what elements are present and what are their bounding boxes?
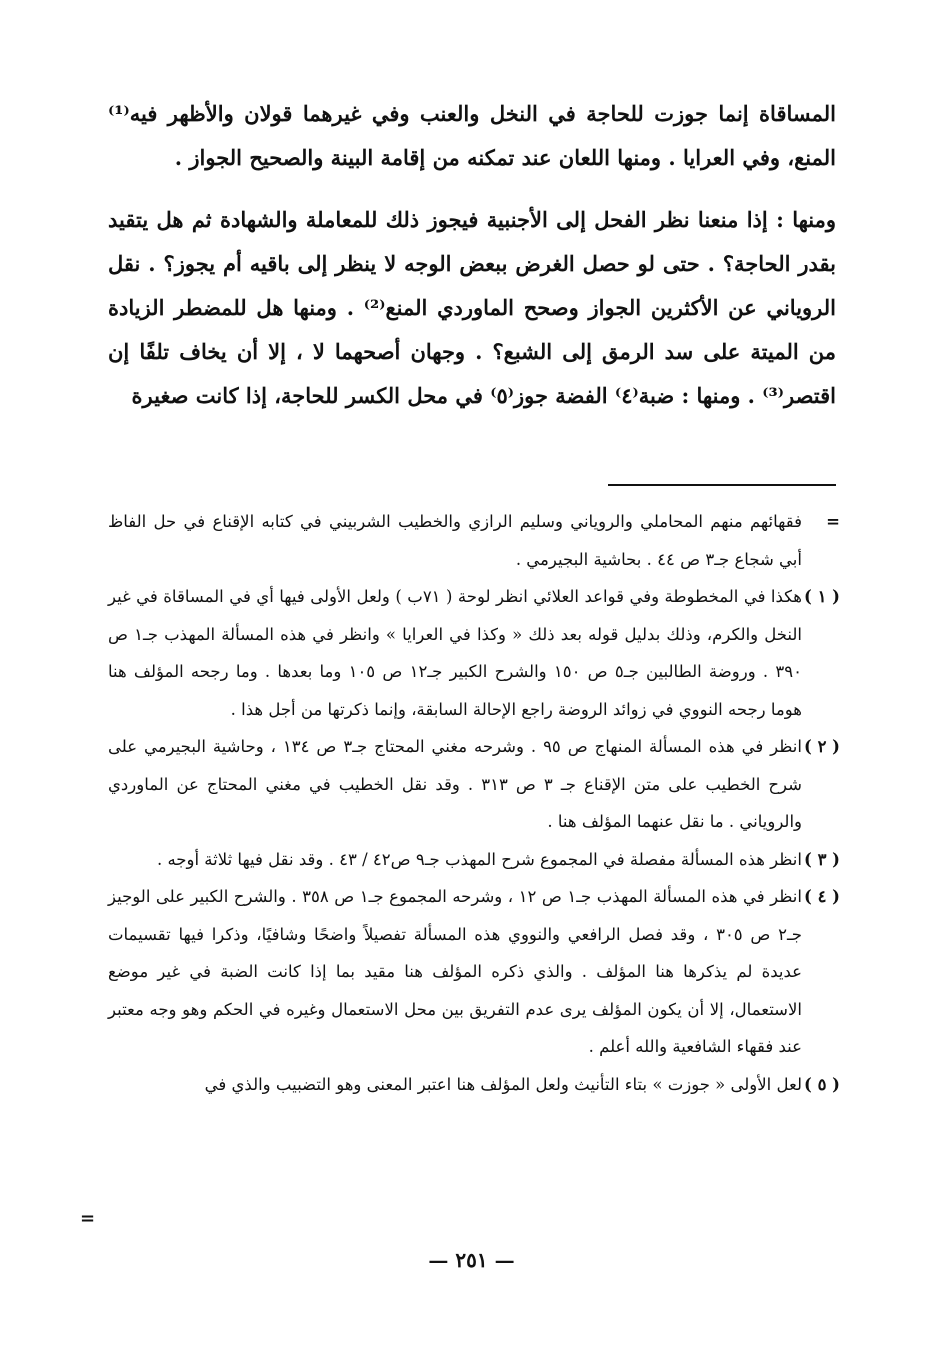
- continuation-marker: =: [826, 512, 840, 531]
- footnote-continuation: [108, 503, 840, 578]
- footnote-continuation-text: فقهائهم منهم المحاملي والروياني وسليم الرازي والخطيب الشربيني في كتابه الإقناع في حل الفاظ أبي شجاع جـ٣ ص ٤٤ . بحاشية البجيرمي .: [108, 512, 802, 569]
- footnote-1: [108, 578, 840, 728]
- footnote-3: [108, 841, 840, 879]
- main-paragraph-1: المساقاة إنما جوزت للحاجة في النخل والعنب وفي غيرهما قولان والأظهر فيه⁽¹⁾ المنع، وفي العرايا . ومنها اللعان عند تمكنه من إقامة البينة والصحيح الجواز .: [108, 101, 836, 170]
- footnote-5: [108, 1066, 840, 1104]
- footnote-marker: ( ١ ): [804, 587, 840, 606]
- footnote-text: انظر في هذه المسألة المهذب جـ١ ص ١٢ ، وشرحه المجموع جـ١ ص ٣٥٨ . والشرح الكبير على الوجيز جـ٢ ص ٣٠٥ ، وقد فصل الرافعي والنووي هذه المسألة تفصيلاً واضحًا وشافيًا، وذكرا فيها تقسيمات عديدة لم يذكرها هنا المؤلف . والذي ذكره المؤلف هنا مقيد بما إذا كانت الضبة في غير موضع الاستعمال، إلا أن يكون المؤلف يرى عدم التفريق بين محل الاستعمال وغيره في الحكم وهو وجه معتبر عند فقهاء الشافعية والله أعلم .: [108, 887, 802, 1056]
- footnote-text: لعل الأولى « جوزت » بتاء التأنيث ولعل المؤلف هنا اعتبر المعنى وهو التضبيب والذي في: [204, 1074, 802, 1094]
- footnote-marker: ( ٢ ): [804, 737, 840, 756]
- footnotes-section: [108, 503, 840, 1103]
- footnote-separator-rule: [608, 484, 836, 486]
- footnote-trailing-marker: =: [80, 1208, 96, 1229]
- footnote-text: انظر في هذه المسألة المنهاج ص ٩٥ . وشرحه مغني المحتاج جـ٣ ص ١٣٤ ، وحاشية البجيرمي على شرح الخطيب على متن الإقناع جـ ٣ ص ٣١٣ . وقد نقل الخطيب في مغني المحتاج عن الماوردي والروياني . ما نقل عنهما المؤلف هنا .: [108, 737, 802, 831]
- footnote-text: انظر هذه المسألة مفصلة في المجموع شرح المهذب جـ٩ ص٤٢ / ٤٣ . وقد نقل فيها ثلاثة أوجه .: [156, 849, 802, 869]
- page-number: — ٢٥١ —: [428, 1248, 515, 1272]
- footnote-marker: ( ٣ ): [804, 849, 840, 869]
- main-text: [108, 92, 836, 418]
- footnote-marker: ( ٤ ): [804, 887, 840, 906]
- footnote-marker: ( ٥ ): [804, 1074, 840, 1094]
- main-paragraph-2: ومنها : إذا منعنا نظر الفحل إلى الأجنبية فيجوز ذلك للمعاملة والشهادة ثم هل يتقيد بقدر الحاجة؟ . حتى لو حصل الغرض ببعض الوجه لا ينظر إلى باقيه أم يجوز؟ . نقل الروياني عن الأكثرين الجواز وصحح الماوردي المنع⁽²⁾ . ومنها هل للمضطر الزيادة من الميتة على سد الرمق إلى الشبع؟ . وجهان أصحهما لا ، إلا أن يخاف تلفًا إن اقتصر⁽³⁾ . ومنها : ضبة⁽٤⁾ الفضة جوز⁽٥⁾ في محل الكسر للحاجة، إذا كانت صغيرة: [108, 207, 836, 408]
- footnote-4: [108, 878, 840, 1066]
- footnote-2: [108, 728, 840, 841]
- footnote-text: هكذا في المخطوطة وفي قواعد العلائي انظر لوحة ( ٧١ب ) ولعل الأولى فيها أي في المساقاة في غير النخل والكرم، وذلك بدليل قوله بعد ذلك « وكذا في العرايا » وانظر في هذه المسألة المهذب جـ١ ص ٣٩٠ . وروضة الطالبين جـ٥ ص ١٥٠ والشرح الكبير جـ١٢ ص ١٠٥ وما بعدها . وما رجحه المؤلف هنا هوما رجحه النووي في زوائد الروضة راجع الإحالة السابقة، وإنما ذكرتها من أجل هذا .: [108, 587, 803, 719]
